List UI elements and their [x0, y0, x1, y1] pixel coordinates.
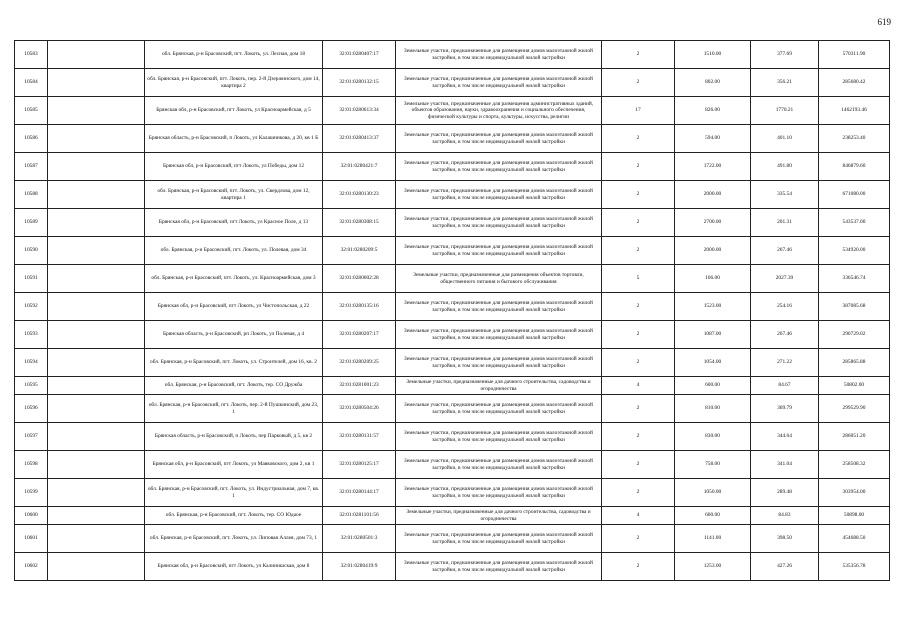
cadastral-value-cell: 570311.90 — [819, 41, 890, 69]
land-purpose-cell: Земельные участки, предназначенные для дачного строительства, садоводства и огородничества — [396, 377, 602, 395]
address-cell: обл. Брянская, р-н Брасовский, пгт. Локоть, ул. Полевая, дом 34 — [145, 237, 323, 265]
table-row — [15, 553, 890, 581]
empty-cell — [48, 209, 145, 237]
empty-cell — [48, 451, 145, 479]
cadastral-value-cell: 846879.60 — [819, 153, 890, 181]
address-cell: Брянская обл, р-н Брасовский, пгт Локоть, ул Калинишская, дом 8 — [145, 553, 323, 581]
cadastral-number-cell: 32:01:0280613:34 — [323, 97, 396, 125]
unit-value-cell: 289.48 — [751, 479, 819, 507]
cadastral-value-cell: 258508.32 — [819, 451, 890, 479]
group-code-cell: 2 — [602, 125, 675, 153]
empty-cell — [48, 41, 145, 69]
group-code-cell: 2 — [602, 553, 675, 581]
group-code-cell: 2 — [602, 69, 675, 97]
table-row — [15, 97, 890, 125]
land-purpose-cell: Земельные участки, предназначенные для размещения домов малоэтажной жилой застройки, в том числе индивидуальной жилой застройки — [396, 41, 602, 69]
group-code-cell: 2 — [602, 181, 675, 209]
cadastral-value-cell: 238253.40 — [819, 125, 890, 153]
unit-value-cell: 84.67 — [751, 377, 819, 395]
land-purpose-cell: Земельные участки, предназначенные для размещения домов малоэтажной жилой застройки, в том числе индивидуальной жилой застройки — [396, 553, 602, 581]
unit-value-cell: 2027.39 — [751, 265, 819, 293]
area-cell: 1253.00 — [675, 553, 751, 581]
area-cell: 810.00 — [675, 395, 751, 423]
table-row — [15, 525, 890, 553]
unit-value-cell: 341.04 — [751, 451, 819, 479]
group-code-cell: 4 — [602, 377, 675, 395]
area-cell: 166.00 — [675, 265, 751, 293]
cadastral-value-cell: 285865.88 — [819, 349, 890, 377]
cadastral-number-cell: 32:01:0280135:16 — [323, 293, 396, 321]
empty-cell — [48, 265, 145, 293]
empty-cell — [48, 507, 145, 525]
row-number-cell: 10601 — [15, 525, 48, 553]
row-number-cell: 10600 — [15, 507, 48, 525]
empty-cell — [48, 97, 145, 125]
address-cell: Брянская область, р-н Брасовский, п Локоть, ул Калашникова, д 20, кв 1 Б — [145, 125, 323, 153]
row-number-cell: 10584 — [15, 69, 48, 97]
empty-cell — [48, 479, 145, 507]
group-code-cell: 2 — [602, 237, 675, 265]
unit-value-cell: 401.10 — [751, 125, 819, 153]
empty-cell — [48, 525, 145, 553]
area-cell: 2000.00 — [675, 181, 751, 209]
row-number-cell: 10596 — [15, 395, 48, 423]
area-cell: 1722.00 — [675, 153, 751, 181]
table-row — [15, 265, 890, 293]
table-row — [15, 69, 890, 97]
cadastral-value-cell: 1462193.46 — [819, 97, 890, 125]
land-purpose-cell: Земельные участки, предназначенные для размещения домов малоэтажной жилой застройки, в том числе индивидуальной жилой застройки — [396, 395, 602, 423]
cadastral-number-cell: 32:01:0280308:15 — [323, 209, 396, 237]
area-cell: 1523.00 — [675, 293, 751, 321]
cadastral-value-cell: 543537.00 — [819, 209, 890, 237]
address-cell: обл. Брянская, р-н Брасовский, пгт. Локоть, пер. 2-й Пушкинский, дом 23, 1 — [145, 395, 323, 423]
area-cell: 600.00 — [675, 377, 751, 395]
land-purpose-cell: Земельные участки, предназначенные для размещения домов малоэтажной жилой застройки, в том числе индивидуальной жилой застройки — [396, 181, 602, 209]
group-code-cell: 2 — [602, 293, 675, 321]
table-row — [15, 125, 890, 153]
row-number-cell: 10585 — [15, 97, 48, 125]
empty-cell — [48, 321, 145, 349]
row-number-cell: 10588 — [15, 181, 48, 209]
cadastral-number-cell: 32:01:0281101:56 — [323, 507, 396, 525]
group-code-cell: 2 — [602, 451, 675, 479]
unit-value-cell: 201.31 — [751, 209, 819, 237]
row-number-cell: 10583 — [15, 41, 48, 69]
cadastral-number-cell: 32:01:0280130:23 — [323, 181, 396, 209]
address-cell: Брянская обл, р-н Брасовский, пгт Локоть, ул Чистопольская, д 22 — [145, 293, 323, 321]
unit-value-cell: 377.69 — [751, 41, 819, 69]
land-purpose-cell: Земельные участки, предназначенные для размещения домов малоэтажной жилой застройки, в том числе индивидуальной жилой застройки — [396, 69, 602, 97]
cadastral-number-cell: 32:01:0280407:17 — [323, 41, 396, 69]
table-row — [15, 451, 890, 479]
group-code-cell: 2 — [602, 479, 675, 507]
land-purpose-cell: Земельные участки, предназначенные для размещения домов малоэтажной жилой застройки, в том числе индивидуальной жилой застройки — [396, 525, 602, 553]
table-row — [15, 41, 890, 69]
unit-value-cell: 344.64 — [751, 423, 819, 451]
area-cell: 826.00 — [675, 97, 751, 125]
cadastral-value-cell: 50802.00 — [819, 377, 890, 395]
address-cell: Брянская обл, р-н Брасовский, пгт Локоть, ул Красное Поле, д 13 — [145, 209, 323, 237]
row-number-cell: 10599 — [15, 479, 48, 507]
land-purpose-cell: Земельные участки, предназначенные для размещения домов малоэтажной жилой застройки, в том числе индивидуальной жилой застройки — [396, 237, 602, 265]
area-cell: 1050.00 — [675, 479, 751, 507]
empty-cell — [48, 237, 145, 265]
row-number-cell: 10590 — [15, 237, 48, 265]
row-number-cell: 10597 — [15, 423, 48, 451]
cadastral-value-cell: 454688.50 — [819, 525, 890, 553]
cadastral-number-cell: 32:01:0280131:57 — [323, 423, 396, 451]
table-row — [15, 321, 890, 349]
empty-cell — [48, 553, 145, 581]
group-code-cell: 2 — [602, 209, 675, 237]
empty-cell — [48, 153, 145, 181]
table-row — [15, 153, 890, 181]
land-purpose-cell: Земельные участки, предназначенные для размещения административных зданий, объектов образования, науки, здравоохранения и социального обеспечения, физической культуры и спорта, культуры, искусства, религии — [396, 97, 602, 125]
cadastral-number-cell: 32:01:0280419:9 — [323, 553, 396, 581]
address-cell: Брянская область, р-н Брасовский, рп Локоть, ул Полевая, д 4 — [145, 321, 323, 349]
page-number: 619 — [877, 17, 891, 27]
empty-cell — [48, 125, 145, 153]
cadastral-value-cell: 303954.00 — [819, 479, 890, 507]
row-number-cell: 10586 — [15, 125, 48, 153]
cadastral-value-cell: 535356.78 — [819, 553, 890, 581]
address-cell: Брянская область, р-н Брасовский, п Локоть, пер Парковый, д 5, кв 2 — [145, 423, 323, 451]
group-code-cell: 2 — [602, 423, 675, 451]
address-cell: обл. Брянская, р-н Брасовский, пгт. Локоть, тер. СО Дружба — [145, 377, 323, 395]
area-cell: 600.00 — [675, 507, 751, 525]
land-purpose-cell: Земельные участки, предназначенные для размещения объектов торговли, общественного питания и бытового обслуживания — [396, 265, 602, 293]
table-row — [15, 293, 890, 321]
table-row — [15, 237, 890, 265]
empty-cell — [48, 377, 145, 395]
land-purpose-cell: Земельные участки, предназначенные для размещения домов малоэтажной жилой застройки, в том числе индивидуальной жилой застройки — [396, 209, 602, 237]
area-cell: 2700.00 — [675, 209, 751, 237]
address-cell: обл. Брянская, р-н Брасовский, пгт. Локоть, ул. Липовая Аллея, дом 73, 1 — [145, 525, 323, 553]
row-number-cell: 10589 — [15, 209, 48, 237]
cadastral-value-cell: 286051.20 — [819, 423, 890, 451]
address-cell: обл. Брянская, р-н Брасовский, пгт. Локоть, ул. Лесная, дом 18 — [145, 41, 323, 69]
table-row — [15, 423, 890, 451]
group-code-cell: 4 — [602, 507, 675, 525]
area-cell: 1141.00 — [675, 525, 751, 553]
group-code-cell: 2 — [602, 41, 675, 69]
address-cell: обл. Брянская, р-н Брасовский, пгт. Локоть, ул. Строителей, дом 16, кв. 2 — [145, 349, 323, 377]
row-number-cell: 10595 — [15, 377, 48, 395]
empty-cell — [48, 181, 145, 209]
land-purpose-cell: Земельные участки, предназначенные для дачного строительства, садоводства и огородничества — [396, 507, 602, 525]
cadastral-value-cell: 336546.74 — [819, 265, 890, 293]
table-row — [15, 377, 890, 395]
address-cell: Брянская обл, р-н Брасовский, пгт Локоть, ул Красноармейская, д 5 — [145, 97, 323, 125]
unit-value-cell: 356.21 — [751, 69, 819, 97]
land-purpose-cell: Земельные участки, предназначенные для размещения домов малоэтажной жилой застройки, в том числе индивидуальной жилой застройки — [396, 479, 602, 507]
unit-value-cell: 271.22 — [751, 349, 819, 377]
empty-cell — [48, 423, 145, 451]
unit-value-cell: 427.26 — [751, 553, 819, 581]
row-number-cell: 10587 — [15, 153, 48, 181]
address-cell: Брянская обл, р-н Брасовский, пгт Локоть, ул Маяковского, дом 2, кв 1 — [145, 451, 323, 479]
area-cell: 2000.00 — [675, 237, 751, 265]
land-purpose-cell: Земельные участки, предназначенные для размещения домов малоэтажной жилой застройки, в том числе индивидуальной жилой застройки — [396, 125, 602, 153]
empty-cell — [48, 395, 145, 423]
table-row — [15, 349, 890, 377]
address-cell: обл. Брянская, р-н Брасовский, пгт. Локоть, ул. Свердлова, дом 12, квартира 1 — [145, 181, 323, 209]
address-cell: обл. Брянская, р-н Брасовский, пгт. Локоть, тер. СО Юдаое — [145, 507, 323, 525]
group-code-cell: 2 — [602, 349, 675, 377]
address-cell: обл. Брянская, р-н Брасовский, пгт. Локоть, ул. Красноармейская, дом 3 — [145, 265, 323, 293]
group-code-cell: 17 — [602, 97, 675, 125]
land-purpose-cell: Земельные участки, предназначенные для размещения домов малоэтажной жилой застройки, в том числе индивидуальной жилой застройки — [396, 451, 602, 479]
cadastral-number-cell: 32:01:0280207:17 — [323, 321, 396, 349]
cadastral-number-cell: 32:01:0280209:25 — [323, 349, 396, 377]
table-row — [15, 181, 890, 209]
cadastral-number-cell: 32:01:0280132:15 — [323, 69, 396, 97]
cadastral-number-cell: 32:01:0280501:3 — [323, 525, 396, 553]
land-purpose-cell: Земельные участки, предназначенные для размещения домов малоэтажной жилой застройки, в том числе индивидуальной жилой застройки — [396, 293, 602, 321]
unit-value-cell: 84.83 — [751, 507, 819, 525]
unit-value-cell: 398.50 — [751, 525, 819, 553]
table-row — [15, 395, 890, 423]
cadastral-number-cell: 32:01:0280125:17 — [323, 451, 396, 479]
cadastral-number-cell: 32:01:0280413:37 — [323, 125, 396, 153]
unit-value-cell: 491.80 — [751, 153, 819, 181]
row-number-cell: 10591 — [15, 265, 48, 293]
unit-value-cell: 1770.21 — [751, 97, 819, 125]
address-cell: Брянская обл, р-н Брасовский, пгт Локоть, ул Победы, дом 12 — [145, 153, 323, 181]
unit-value-cell: 267.46 — [751, 321, 819, 349]
cadastral-number-cell: 32:01:0280144:17 — [323, 479, 396, 507]
table-body — [15, 41, 890, 581]
empty-cell — [48, 69, 145, 97]
area-cell: 830.00 — [675, 423, 751, 451]
cadastral-value-cell: 534920.00 — [819, 237, 890, 265]
empty-cell — [48, 293, 145, 321]
group-code-cell: 2 — [602, 525, 675, 553]
empty-cell — [48, 349, 145, 377]
group-code-cell: 2 — [602, 395, 675, 423]
address-cell: обл. Брянская, р-н Брасовский, пгт. Локоть, ул. Индустриальная, дом 7, кв. 1 — [145, 479, 323, 507]
cadastral-value-cell: 285680.42 — [819, 69, 890, 97]
address-cell: обл. Брянская, р-н Брасовский, пгт. Локоть, пер. 2-й Дзержинского, дом 14, квартира 2 — [145, 69, 323, 97]
cadastral-number-cell: 32:01:0280602:28 — [323, 265, 396, 293]
table-row — [15, 507, 890, 525]
row-number-cell: 10593 — [15, 321, 48, 349]
group-code-cell: 5 — [602, 265, 675, 293]
area-cell: 1087.00 — [675, 321, 751, 349]
cadastral-value-cell: 671080.00 — [819, 181, 890, 209]
land-purpose-cell: Земельные участки, предназначенные для размещения домов малоэтажной жилой застройки, в том числе индивидуальной жилой застройки — [396, 349, 602, 377]
area-cell: 1054.00 — [675, 349, 751, 377]
land-registry-table — [14, 40, 890, 581]
row-number-cell: 10602 — [15, 553, 48, 581]
cadastral-value-cell: 290729.02 — [819, 321, 890, 349]
group-code-cell: 2 — [602, 321, 675, 349]
land-purpose-cell: Земельные участки, предназначенные для размещения домов малоэтажной жилой застройки, в том числе индивидуальной жилой застройки — [396, 423, 602, 451]
cadastral-number-cell: 32:01:0281001:23 — [323, 377, 396, 395]
area-cell: 802.00 — [675, 69, 751, 97]
land-purpose-cell: Земельные участки, предназначенные для размещения домов малоэтажной жилой застройки, в том числе индивидуальной жилой застройки — [396, 321, 602, 349]
row-number-cell: 10592 — [15, 293, 48, 321]
table-row — [15, 209, 890, 237]
unit-value-cell: 267.46 — [751, 237, 819, 265]
cadastral-value-cell: 387085.68 — [819, 293, 890, 321]
group-code-cell: 2 — [602, 153, 675, 181]
cadastral-value-cell: 299529.90 — [819, 395, 890, 423]
unit-value-cell: 254.16 — [751, 293, 819, 321]
cadastral-number-cell: 32:01:0280504:26 — [323, 395, 396, 423]
unit-value-cell: 369.79 — [751, 395, 819, 423]
area-cell: 1510.00 — [675, 41, 751, 69]
cadastral-number-cell: 32:01:0280209:5 — [323, 237, 396, 265]
area-cell: 594.00 — [675, 125, 751, 153]
unit-value-cell: 335.54 — [751, 181, 819, 209]
row-number-cell: 10598 — [15, 451, 48, 479]
cadastral-value-cell: 50898.00 — [819, 507, 890, 525]
area-cell: 758.00 — [675, 451, 751, 479]
cadastral-number-cell: 32:01:0280421:7 — [323, 153, 396, 181]
table-row — [15, 479, 890, 507]
land-purpose-cell: Земельные участки, предназначенные для размещения домов малоэтажной жилой застройки, в том числе индивидуальной жилой застройки — [396, 153, 602, 181]
row-number-cell: 10594 — [15, 349, 48, 377]
